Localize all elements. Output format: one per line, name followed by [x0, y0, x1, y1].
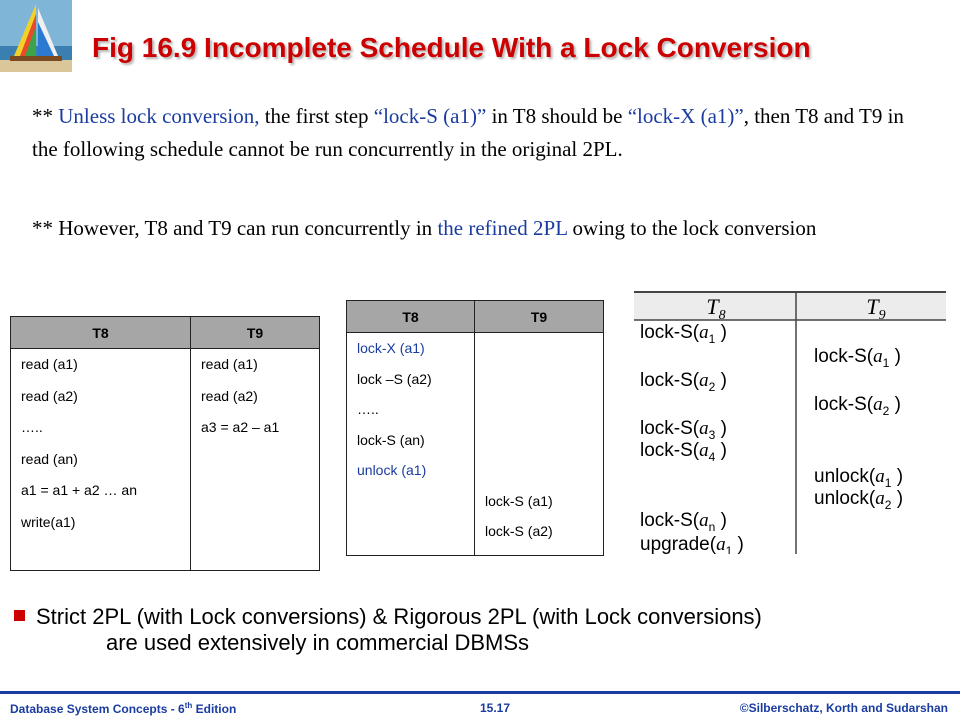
- footer-slide-number: 15.17: [480, 701, 511, 715]
- schedule-table-read-write: [10, 316, 320, 571]
- table2-t8-op: lock-X (a1): [357, 340, 425, 356]
- schedule-table-lock-conversion: [346, 300, 604, 556]
- para1-text-2: in T8 should be: [486, 104, 628, 128]
- figure-header-t8: $T_8$: [706, 294, 726, 323]
- figure-t8-op: lock-$S(a_n$ ): [640, 510, 727, 534]
- table2-t8-column: [347, 333, 475, 556]
- figure-header-t9: $T_9$: [866, 294, 886, 323]
- figure-t9-op: lock-$S(a_2$ ): [814, 394, 901, 418]
- bullet-line-2: are used extensively in commercial DBMSs: [106, 630, 530, 655]
- table1-t9-column: [191, 349, 320, 571]
- para1-highlight-3: “lock-X (a1)”: [627, 104, 744, 128]
- para2-highlight-1: the refined 2PL: [437, 216, 568, 240]
- page-title: Fig 16.9 Incomplete Schedule With a Lock Conversion: [92, 32, 811, 63]
- table1-t9-op: a3 = a2 – a1: [201, 419, 280, 435]
- table1-t9-op: read (a1): [201, 356, 258, 372]
- figure-t9-op: lock-$S(a_1$ ): [814, 346, 901, 370]
- bullet-square-icon: [14, 610, 25, 621]
- table2-t8-op: unlock (a1): [357, 462, 427, 478]
- footer-divider: [0, 691, 960, 694]
- figure-t9-op: $unlock(a_1$ ): [814, 466, 904, 490]
- figure-t9-op: $unlock(a_2$ ): [814, 488, 904, 512]
- paragraph-lock-conversion-note: [32, 100, 912, 166]
- bullet-line-1: Strict 2PL (with Lock conversions) & Rigorous 2PL (with Lock conversions): [36, 604, 762, 629]
- table2-t8-op: lock-S (an): [357, 431, 425, 448]
- table1-t8-op: read (an): [21, 450, 78, 467]
- table2-t9-op: lock-S (a1): [485, 492, 553, 509]
- figure-t8-op: lock-$S(a_1$ ): [640, 322, 727, 346]
- textbook-schedule-figure: [634, 290, 946, 554]
- figure-t8-op: lock-$S(a_3$ ): [640, 418, 727, 442]
- table1-t8-op: write(a1): [21, 513, 76, 530]
- table2-t9-op: lock-S (a2): [485, 523, 553, 539]
- table1-t8-op: …..: [21, 419, 43, 435]
- table1-header-t9: T9: [191, 317, 320, 349]
- para2-text-1: ** However, T8 and T9 can run concurrently in: [32, 216, 438, 240]
- table1-header-t8: T8: [11, 317, 191, 349]
- table1-t8-op: read (a2): [21, 387, 78, 404]
- para1-text-1: the first step: [259, 104, 374, 128]
- table1-t8-column: [11, 349, 191, 571]
- table2-header-t8: T8: [347, 301, 475, 333]
- para1-highlight-2: “lock-S (a1)”: [373, 104, 487, 128]
- para1-highlight-1: Unless lock conversion,: [58, 104, 260, 128]
- sailboat-logo: [0, 0, 72, 72]
- table1-t8-op: read (a1): [21, 356, 78, 372]
- para2-text-2: owing to the lock conversion: [567, 216, 817, 240]
- para1-prefix: **: [32, 104, 59, 128]
- table1-t8-op: a1 = a1 + a2 … an: [21, 482, 137, 498]
- table2-t8-op: …..: [357, 401, 379, 417]
- footer-book-title: Database System Concepts - 6th Edition: [10, 701, 237, 716]
- paragraph-refined-2pl-note: [32, 212, 912, 245]
- footer-copyright: ©Silberschatz, Korth and Sudarshan: [739, 701, 948, 715]
- table1-t9-op: read (a2): [201, 387, 258, 404]
- para1-text-3: , then T8 and T9 in the following schedule cannot be run concurrently in the original 2PL.: [32, 104, 904, 161]
- bullet-commercial-dbms: [14, 604, 934, 656]
- table2-header-t9: T9: [475, 301, 604, 333]
- figure-t8-op: $upgrade(a_1$ ): [640, 534, 744, 554]
- table2-t8-op: lock –S (a2): [357, 370, 432, 387]
- table2-t9-column: [475, 333, 604, 556]
- figure-t8-op: lock-$S(a_2$ ): [640, 370, 727, 394]
- figure-t8-op: lock-$S(a_4$ ): [640, 440, 727, 464]
